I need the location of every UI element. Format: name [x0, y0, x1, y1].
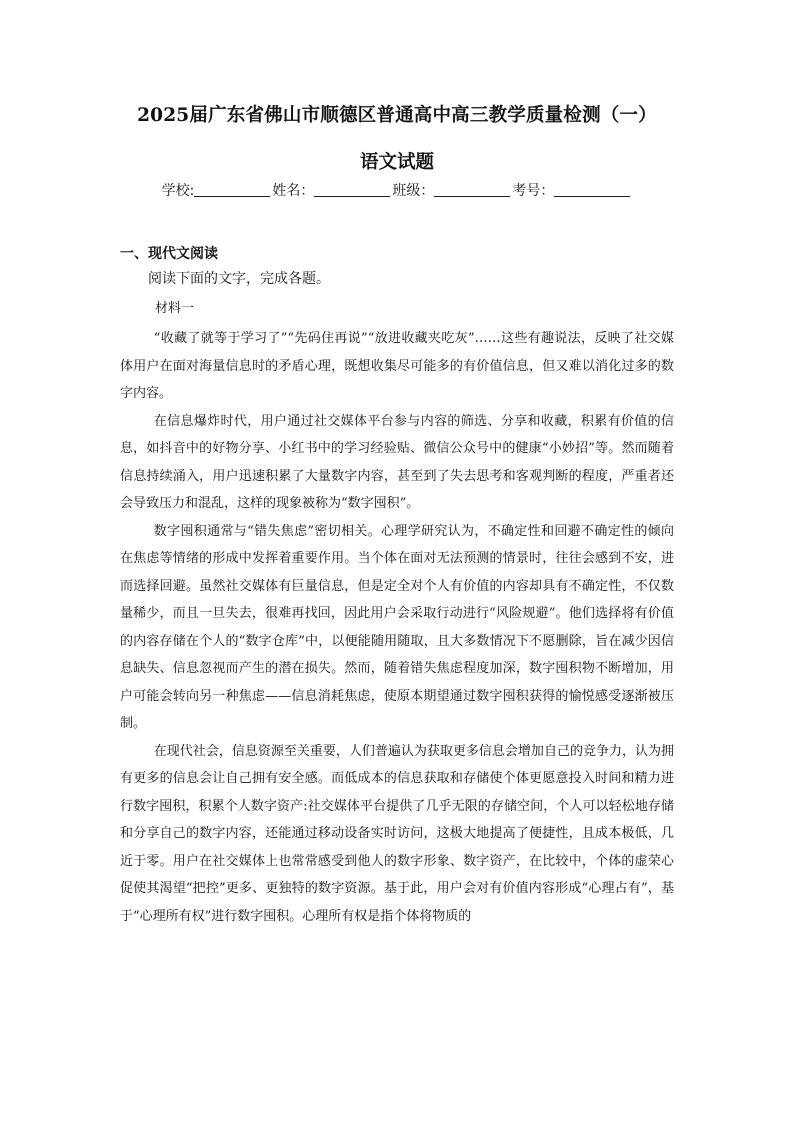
instruction-text: 阅读下面的文字，完成各题。 — [148, 271, 330, 287]
name-blank — [314, 182, 390, 197]
school-label: 学校: — [161, 183, 195, 199]
exam-subtitle: 语文试题 — [359, 152, 434, 173]
paragraph: 在信息爆炸时代，用户通过社交媒体平台参与内容的筛选、分享和收藏，积累有价值的信息，如抖音中的好物分享、小红书中的学习经验贴、微信公众号中的健康“小妙招”等。然而随着信息持续涌入，用户迅速积累了大量数字内容，甚至到了失去思考和客观判断的程度，严重者还会导致压力和混乱，这样的现象被称为“数字囤积”。 — [120, 413, 674, 511]
section-heading: 一、现代文阅读 — [120, 246, 218, 262]
paragraph: 在现代社会，信息资源至关重要，人们普遍认为获取更多信息会增加自己的竞争力，认为拥有更多的信息会让自己拥有安全感。而低成本的信息获取和存储使个体更愿意投入时间和精力进行数字囤积，积累个人数字资产:社交媒体平台提供了几乎无限的存储空间，个人可以轻松地存储和分享自己的数字内容，还能通过移动设备实时访问，这极大地提高了便捷性，且成本极低，几近于零。用户在社交媒体上也常常感受到他人的数字形象、数字资产，在比较中，个体的虚荣心促使其渴望“把控”更多、更独特的数字资源。基于此，用户会对有价值内容形成“心理占有”，基于“心理所有权”进行数字囤积。心理所有权是指个体将物质的 — [120, 743, 674, 924]
class-label: 班级： — [392, 183, 435, 199]
class-field — [392, 180, 512, 200]
exam-title: 2025届广东省佛山市顺德区普通高中高三教学质量检测（一） — [137, 105, 657, 126]
name-label: 姓名： — [272, 183, 315, 199]
exam-number-blank — [554, 182, 630, 197]
exam-number-label: 考号： — [512, 183, 555, 199]
paragraph: 数字囤积通常与“错失焦虑”密切相关。心理学研究认为，不确定性和回避不确定性的倾向在焦虑等情绪的形成中发挥着重要作用。当个体在面对无法预测的情景时，往往会感到不安，进而选择回避。虽然社交媒体有巨量信息，但是定全对个人有价值的内容却具有不确定性，不仅数量稀少，而且一旦失去，很难再找回，因此用户会采取行动进行“风险规避”。他们选择将有价值的内容存储在个人的“数字仓库”中，以便能随用随取，且大多数情况下不愿删除，旨在减少因信息缺失、信息忽视而产生的潜在损失。然而，随着错失焦虑程度加深，数字囤积物不断增加，用户可能会转向另一种焦虑——信息消耗焦虑，使原本期望通过数字囤积获得的愉悦感受逐渐被压制。 — [120, 523, 674, 731]
paragraph: “收藏了就等于学习了”“先码住再说”“放进收藏夹吃灰”……这些有趣说法，反映了社交媒体用户在面对海量信息时的矛盾心理，既想收集尽可能多的有价值信息，但又难以消化过多的数字内容。 — [120, 331, 674, 401]
exam-number-field — [512, 180, 632, 200]
material-label: 材料一 — [155, 301, 195, 316]
student-info-fields — [0, 180, 794, 200]
name-field — [272, 180, 392, 200]
school-blank — [194, 182, 270, 197]
passage-body — [120, 325, 674, 930]
school-field — [162, 180, 273, 200]
class-blank — [434, 182, 510, 197]
